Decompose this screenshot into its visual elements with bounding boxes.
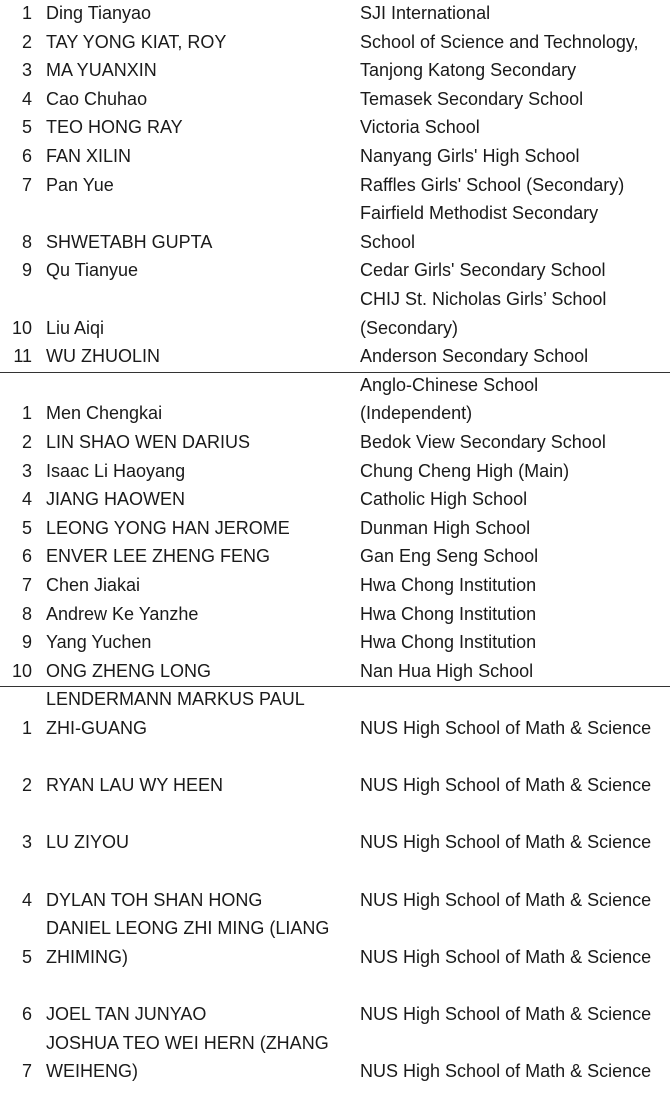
student-name: Isaac Li Haoyang xyxy=(46,460,186,481)
school-name: NUS High School of Math & Science xyxy=(360,1004,652,1024)
student-name: MA YUANXIN xyxy=(46,60,157,81)
school-name: NUS High School of Math & Science xyxy=(360,775,652,796)
school-name: Gan Eng Seng School xyxy=(360,546,539,567)
student-name: Cao Chuhao xyxy=(46,88,148,109)
student-name: JOSHUA TEO WEI HERN (ZHANG xyxy=(46,1032,329,1053)
rank-cell: 2 xyxy=(21,31,32,52)
student-name: ENVER LEE ZHENG FENG xyxy=(46,546,271,567)
rank-cell: 7 xyxy=(21,174,32,195)
school-name: NUS High School of Math & Science xyxy=(360,717,652,738)
rank-cell: 1 xyxy=(21,717,32,738)
table-row xyxy=(0,428,670,457)
rank-cell: 2 xyxy=(21,775,32,796)
rank-cell: 3 xyxy=(21,832,32,853)
student-name: ZHIMING) xyxy=(46,946,128,967)
school-name: Dunman High School xyxy=(360,517,531,538)
table-row xyxy=(0,85,670,114)
table-row xyxy=(0,285,670,342)
rank-cell: 5 xyxy=(21,517,32,538)
student-name: FAN XILIN xyxy=(46,146,132,166)
table-row xyxy=(0,142,670,171)
student-name: LENDERMANN MARKUS PAUL xyxy=(46,689,305,710)
table-row xyxy=(0,914,670,971)
school-name: Hwa Chong Institution xyxy=(360,632,537,653)
student-name: LEONG YONG HAN JEROME xyxy=(46,517,290,538)
table-row xyxy=(0,743,670,772)
rank-cell: 4 xyxy=(21,88,32,109)
rank-cell: 4 xyxy=(21,889,32,910)
student-name: ZHI-GUANG xyxy=(46,717,147,738)
student-name: SHWETABH GUPTA xyxy=(46,231,213,252)
table-row xyxy=(0,171,670,200)
school-name: Raffles Girls' School (Secondary) xyxy=(360,174,625,195)
table-row xyxy=(0,199,670,256)
table-row xyxy=(0,800,670,829)
school-name: Temasek Secondary School xyxy=(360,88,584,109)
rank-cell: 7 xyxy=(21,575,32,595)
student-name: Andrew Ke Yanzhe xyxy=(46,603,199,624)
table-row xyxy=(0,371,670,428)
student-name: DANIEL LEONG ZHI MING (LIANG xyxy=(46,918,330,939)
student-name: TEO HONG RAY xyxy=(46,117,183,138)
school-name: Victoria School xyxy=(360,117,480,138)
school-name: CHIJ St. Nicholas Girls’ School xyxy=(360,289,607,309)
rank-cell: 5 xyxy=(21,946,32,967)
rank-cell: 4 xyxy=(21,489,32,510)
school-name: Cedar Girls' Secondary School xyxy=(360,260,606,281)
school-name: Anglo-Chinese School xyxy=(360,374,539,395)
table-row xyxy=(0,342,670,371)
rank-cell: 9 xyxy=(21,632,32,653)
rank-cell: 1 xyxy=(21,3,32,23)
school-name: (Independent) xyxy=(360,403,473,424)
table-row xyxy=(0,571,670,600)
rank-cell: 3 xyxy=(21,60,32,81)
school-name: SJI International xyxy=(360,3,491,23)
student-name: Men Chengkai xyxy=(46,403,163,424)
table-row xyxy=(0,113,670,142)
student-name: Pan Yue xyxy=(46,174,114,195)
school-name: NUS High School of Math & Science xyxy=(360,946,652,967)
school-name: School xyxy=(360,231,416,252)
student-name: Yang Yuchen xyxy=(46,632,152,653)
table-row xyxy=(0,886,670,915)
student-name: WU ZHUOLIN xyxy=(46,346,160,367)
rank-cell: 11 xyxy=(13,346,32,367)
student-name: ONG ZHENG LONG xyxy=(46,660,212,681)
rank-cell: 1 xyxy=(21,403,32,424)
student-name: Chen Jiakai xyxy=(46,575,141,595)
student-name: RYAN LAU WY HEEN xyxy=(46,775,224,796)
rank-cell: 7 xyxy=(21,1061,32,1082)
school-name: Nan Hua High School xyxy=(360,660,534,681)
school-name: (Secondary) xyxy=(360,317,459,338)
table-row xyxy=(0,1029,670,1086)
school-name: Hwa Chong Institution xyxy=(360,575,537,595)
student-name: JOEL TAN JUNYAO xyxy=(46,1004,207,1024)
rank-cell: 10 xyxy=(11,660,32,681)
table-row xyxy=(0,771,670,800)
rank-cell: 3 xyxy=(21,460,32,481)
rank-cell: 6 xyxy=(21,1004,32,1024)
table-row xyxy=(0,1000,670,1029)
table-row xyxy=(0,857,670,886)
table-row xyxy=(0,457,670,486)
student-name: Qu Tianyue xyxy=(46,260,139,281)
table-row xyxy=(0,628,670,657)
school-name: Bedok View Secondary School xyxy=(360,432,606,452)
student-name: TAY YONG KIAT, ROY xyxy=(46,31,227,52)
table-row xyxy=(0,514,670,543)
table-row xyxy=(0,485,670,514)
student-name: JIANG HAOWEN xyxy=(46,489,186,510)
table-row xyxy=(0,657,670,686)
table-row xyxy=(0,971,670,1000)
student-name: WEIHENG) xyxy=(46,1061,138,1082)
table-row xyxy=(0,542,670,571)
rank-cell: 9 xyxy=(21,260,32,281)
table-row xyxy=(0,256,670,285)
student-name: Liu Aiqi xyxy=(46,317,105,338)
rank-cell: 5 xyxy=(21,117,32,138)
rank-cell: 6 xyxy=(21,146,32,166)
school-name: School of Science and Technology, xyxy=(360,31,639,52)
table-row xyxy=(0,828,670,857)
school-name: Tanjong Katong Secondary xyxy=(360,60,577,81)
table-row xyxy=(0,56,670,85)
rank-cell: 10 xyxy=(11,317,32,338)
student-name: LIN SHAO WEN DARIUS xyxy=(46,432,251,452)
student-name: Ding Tianyao xyxy=(46,3,152,23)
student-name: LU ZIYOU xyxy=(46,832,130,853)
table-row xyxy=(0,28,670,57)
table-row xyxy=(0,600,670,629)
school-name: Fairfield Methodist Secondary xyxy=(360,203,599,224)
school-name: Catholic High School xyxy=(360,489,528,510)
school-name: Hwa Chong Institution xyxy=(360,603,537,624)
school-name: Chung Cheng High (Main) xyxy=(360,460,570,481)
rank-cell: 6 xyxy=(21,546,32,567)
rank-cell: 2 xyxy=(21,432,32,452)
table-row xyxy=(0,0,670,28)
school-name: NUS High School of Math & Science xyxy=(360,1061,652,1082)
table-row xyxy=(0,685,670,742)
rank-cell: 8 xyxy=(21,231,32,252)
rank-cell: 8 xyxy=(21,603,32,624)
student-name: DYLAN TOH SHAN HONG xyxy=(46,889,263,910)
school-name: NUS High School of Math & Science xyxy=(360,832,652,853)
school-name: Nanyang Girls' High School xyxy=(360,146,580,166)
school-name: Anderson Secondary School xyxy=(360,346,589,367)
school-name: NUS High School of Math & Science xyxy=(360,889,652,910)
